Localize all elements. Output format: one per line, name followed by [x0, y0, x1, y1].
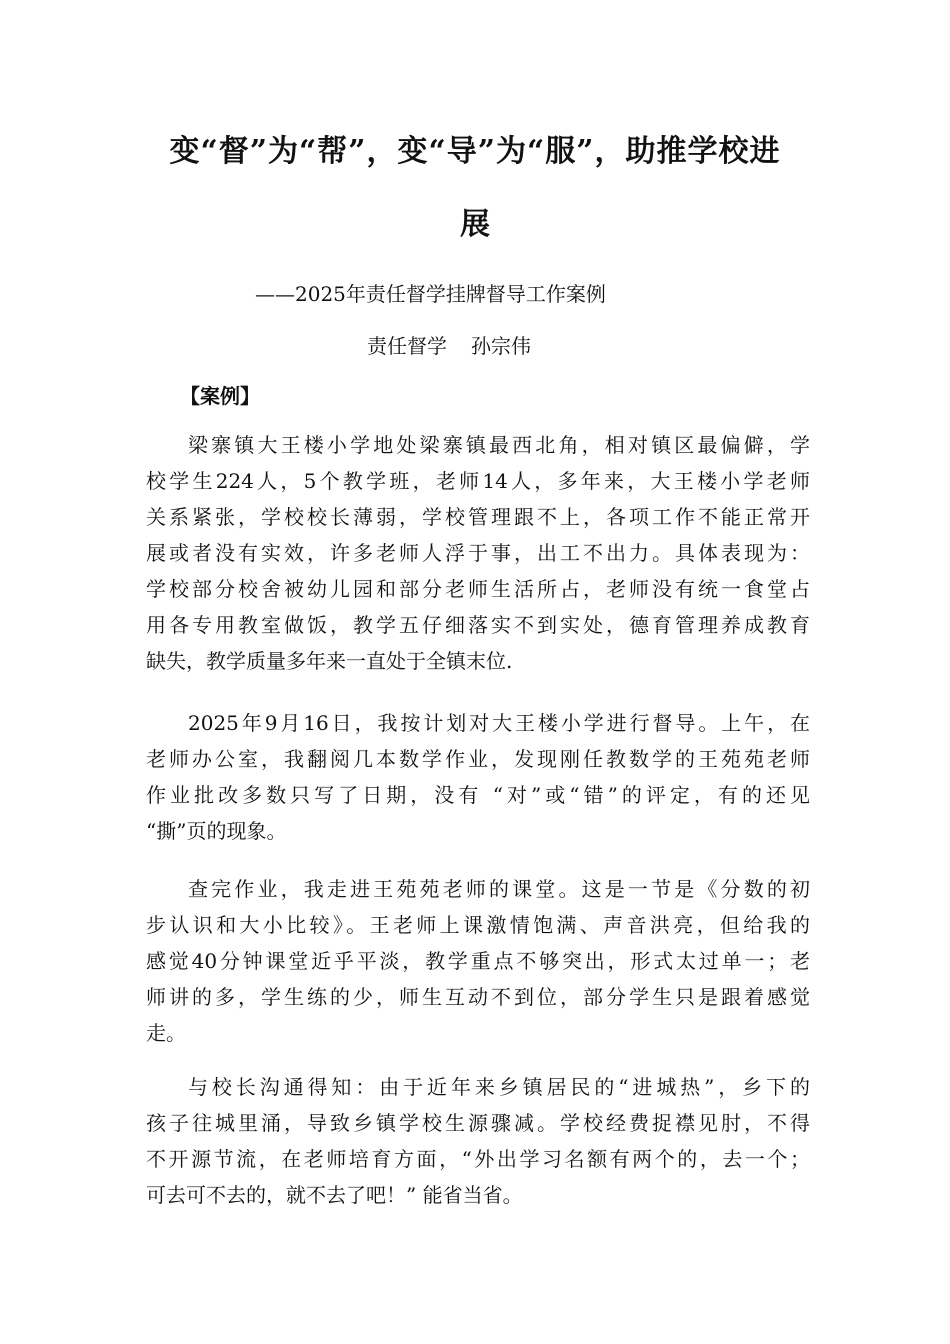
paragraph-line: 展或者没有实效，许多老师人浮于事，出工不出力。具体表现为：: [146, 541, 810, 565]
paragraph-line: 用各专用教室做饭，教学五仔细落实不到实处，德育管理养成教育: [146, 613, 810, 637]
paragraph-4: [146, 1069, 810, 1213]
author-line: [367, 332, 531, 360]
paragraph-line: 校学生224人，5个教学班，老师14人，多年来，大王楼小学老师: [146, 469, 810, 493]
document-subtitle: ——2025年责任督学挂牌督导工作案例: [255, 282, 606, 306]
paragraph-line: 老师办公室，我翻阅几本数学作业，发现刚任教数学的王苑苑老师: [146, 747, 810, 771]
paragraph-line: 走。: [146, 1021, 186, 1045]
author-role: 责任督学: [367, 334, 447, 358]
paragraph-line: 梁寨镇大王楼小学地处梁寨镇最西北角，相对镇区最偏僻，学: [188, 433, 810, 457]
paragraph-line: 2025年9月16日，我按计划对大王楼小学进行督导。上午，在: [188, 711, 810, 735]
paragraph-line: 步认识和大小比较》。王老师上课激情饱满、声音洪亮，但给我的: [146, 913, 810, 937]
paragraph-line: 缺失，教学质量多年来一直处于全镇末位.: [146, 649, 513, 673]
document-title-line-2: 展: [460, 207, 490, 242]
paragraph-line: 查完作业，我走进王苑苑老师的课堂。这是一节是《分数的初: [188, 877, 810, 901]
paragraph-line: 师讲的多，学生练的少，师生互动不到位，部分学生只是跟着感觉: [146, 985, 810, 1009]
paragraph-line: 关系紧张，学校校长薄弱，学校管理跟不上，各项工作不能正常开: [146, 505, 810, 529]
paragraph-line: “撕”页的现象。: [146, 819, 287, 843]
paragraph-line: 不开源节流，在老师培育方面，“外出学习名额有两个的，去一个；: [146, 1147, 810, 1171]
paragraph-line: 感觉40分钟课堂近乎平淡，教学重点不够突出，形式太过单一；老: [146, 949, 810, 973]
author-name: 孙宗伟: [471, 334, 531, 358]
paragraph-line: 作业批改多数只写了日期，没有 “对”或“错”的评定，有的还见: [146, 783, 810, 807]
paragraph-line: 孩子往城里涌，导致乡镇学校生源骤减。学校经费捉襟见肘，不得: [146, 1111, 810, 1135]
paragraph-1: [146, 427, 810, 679]
paragraph-2: [146, 705, 810, 849]
paragraph-line: 学校部分校舍被幼儿园和部分老师生活所占，老师没有统一食堂占: [146, 577, 810, 601]
paragraph-line: 与校长沟通得知：由于近年来乡镇居民的“进城热”，乡下的: [188, 1075, 810, 1099]
paragraph-3: [146, 871, 810, 1051]
paragraph-line: 可去可不去的，就不去了吧！” 能省当省。: [146, 1183, 523, 1207]
document-title-line-1: 变“督”为“帮”，变“导”为“服”，助推学校进: [169, 134, 781, 169]
section-heading: 【案例】: [180, 384, 260, 408]
